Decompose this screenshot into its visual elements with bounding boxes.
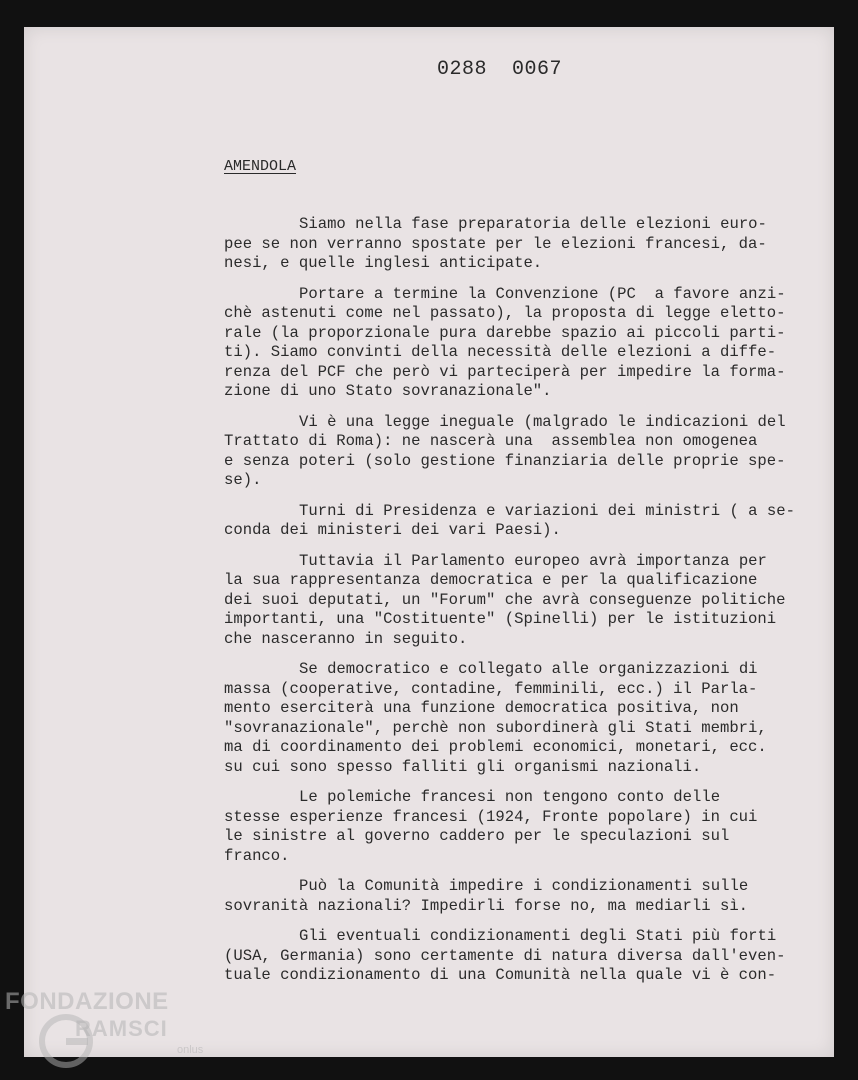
text-line: pee se non verranno spostate per le elezioni francesi, da- (224, 234, 767, 253)
text-line: ma di coordinamento dei problemi economici, monetari, ecc. (224, 738, 767, 756)
watermark-line2: RAMSCI (75, 1016, 168, 1041)
text-line: importanti, una "Costituente" (Spinelli) per le istituzioni (224, 610, 777, 628)
text-line: "sovranazionale", perchè non subordinerà gli Stati membri, (224, 718, 767, 737)
watermark-line1: FONDAZIONE (5, 988, 169, 1015)
text-line: sovranità nazionali? Impedirli forse no, ma mediarli sì. (224, 896, 749, 915)
text-line: Portare a termine la Convenzione (PC a favore anzi- (299, 284, 786, 303)
text-line: Siamo nella fase preparatoria delle elezioni euro- (299, 215, 767, 233)
text-line: su cui sono spesso falliti gli organismi nazionali. (224, 757, 702, 776)
paragraph (224, 502, 834, 541)
fondazione-gramsci-watermark (5, 988, 215, 1068)
text-line: (USA, Germania) sono certamente di natura diversa dall'even- (224, 946, 786, 965)
text-line: Se democratico e collegato alle organizzazioni di (299, 660, 758, 678)
text-line: e senza poteri (solo gestione finanziaria delle proprie spe- (224, 451, 786, 470)
text-line: massa (cooperative, contadine, femminili, ecc.) il Parla- (224, 679, 758, 698)
paragraph (224, 788, 834, 866)
document-body (224, 215, 834, 997)
text-line: chè astenuti come nel passato), la proposta di legge eletto- (224, 304, 786, 322)
text-line: Turni di Presidenza e variazioni dei ministri ( a se- (299, 501, 795, 520)
text-line: tuale condizionamento di una Comunità nella quale vi è con- (224, 966, 777, 984)
text-line: stesse esperienze francesi (1924, Fronte popolare) in cui (224, 807, 758, 826)
text-line: Può la Comunità impedire i condizionamenti sulle (299, 877, 749, 895)
paragraph (224, 877, 834, 916)
text-line: se). (224, 471, 262, 489)
text-line: le sinistre al governo caddero per le speculazioni sul (224, 827, 730, 845)
text-line: nesi, e quelle inglesi anticipate. (224, 254, 543, 272)
paragraph (224, 413, 834, 491)
text-line: Gli eventuali condizionamenti degli Stati più forti (299, 927, 777, 945)
text-line: ti). Siamo convinti della necessità delle elezioni a diffe- (224, 343, 777, 361)
paragraph (224, 927, 834, 986)
text-line: franco. (224, 846, 290, 865)
text-line: la sua rappresentanza democratica e per la qualificazione (224, 571, 758, 589)
watermark-line3: onlus (177, 1044, 204, 1056)
text-line: dei suoi deputati, un "Forum" che avrà conseguenze politiche (224, 590, 786, 609)
text-line: conda dei ministeri dei vari Paesi). (224, 521, 561, 539)
paragraph (224, 552, 834, 650)
text-line: che nasceranno in seguito. (224, 629, 468, 648)
text-line: Le polemiche francesi non tengono conto delle (299, 788, 721, 806)
text-line: zione di uno Stato sovranazionale". (224, 382, 552, 400)
text-line: rale (la proporzionale pura darebbe spazio ai piccoli parti- (224, 323, 786, 342)
text-line: mento eserciterà una funzione democratica positiva, non (224, 699, 739, 717)
text-line: renza del PCF che però vi parteciperà per impedire la forma- (224, 362, 786, 381)
paragraph (224, 285, 834, 402)
paragraph (224, 660, 834, 777)
document-number: 0288 0067 (437, 58, 563, 81)
document-heading: AMENDOLA (224, 158, 297, 175)
paragraph (224, 215, 834, 274)
text-line: Trattato di Roma): ne nascerà una assemblea non omogenea (224, 432, 758, 450)
text-line: Vi è una legge ineguale (malgrado le indicazioni del (299, 412, 786, 431)
text-line: Tuttavia il Parlamento europeo avrà importanza per (299, 551, 767, 570)
